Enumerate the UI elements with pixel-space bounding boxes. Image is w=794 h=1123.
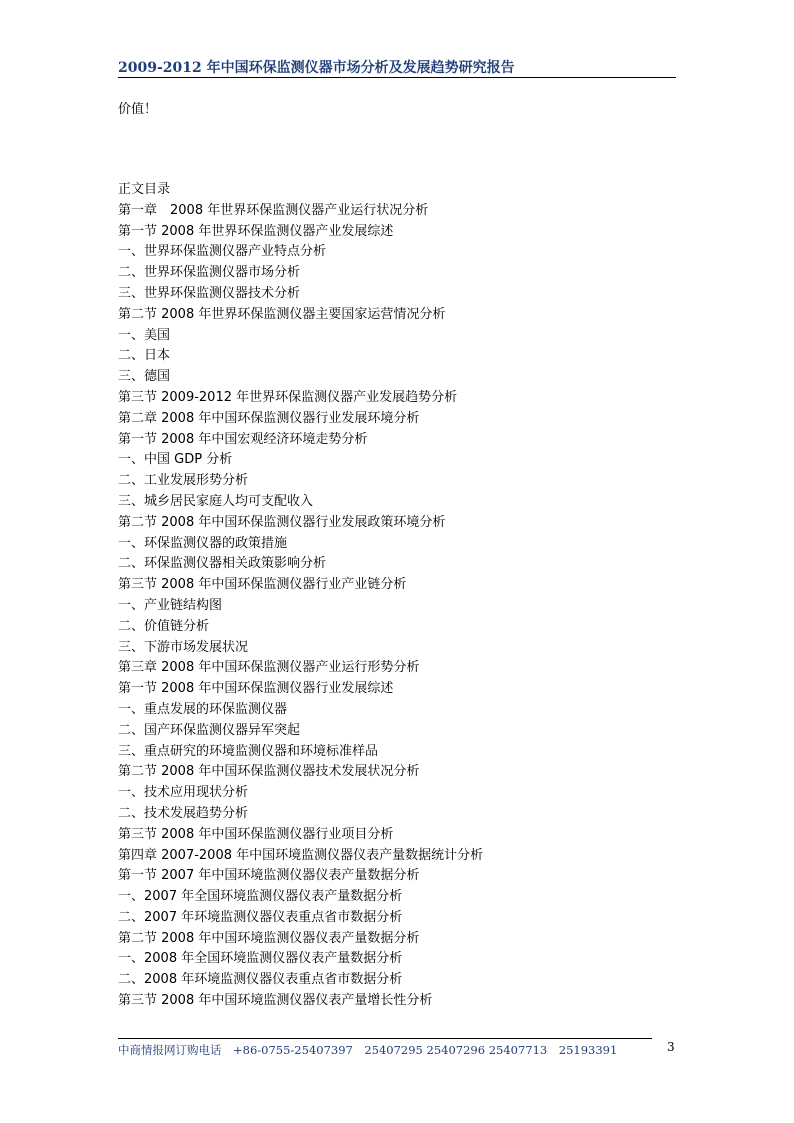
- toc-entry: 第二章 2008 年中国环保监测仪器行业发展环境分析: [118, 410, 420, 426]
- footer-divider: [118, 1038, 652, 1039]
- toc-entry: 一、环保监测仪器的政策措施: [118, 535, 288, 551]
- toc-entry: 第二节 2008 年中国环保监测仪器技术发展状况分析: [118, 764, 420, 780]
- toc-entry: 一、产业链结构图: [118, 597, 223, 613]
- toc-entry: 第一节 2007 年中国环境监测仪器仪表产量数据分析: [118, 868, 420, 884]
- toc-entry: 第二节 2008 年中国环保监测仪器行业发展政策环境分析: [118, 514, 446, 530]
- toc-entry: 第三节 2008 年中国环保监测仪器行业项目分析: [118, 826, 394, 842]
- toc-entry: 第一节 2008 年中国环保监测仪器行业发展综述: [118, 681, 394, 697]
- toc-entry: 第一节 2008 年中国宏观经济环境走势分析: [118, 431, 368, 447]
- toc-entry: 二、世界环保监测仪器市场分析: [118, 265, 301, 281]
- report-title: 2009-2012 年中国环保监测仪器市场分析及发展趋势研究报告: [118, 60, 515, 76]
- header-divider: [118, 77, 676, 78]
- toc-entry: 二、技术发展趋势分析: [118, 805, 249, 821]
- toc-entry: 三、重点研究的环境监测仪器和环境标准样品: [118, 743, 379, 759]
- toc-entry: 一、世界环保监测仪器产业特点分析: [118, 244, 327, 260]
- toc-entry: 第三节 2009-2012 年世界环保监测仪器产业发展趋势分析: [118, 389, 458, 405]
- table-of-contents: [118, 180, 483, 1012]
- toc-entry: 三、城乡居民家庭人均可支配收入: [118, 493, 314, 509]
- page-number: 3: [667, 1040, 675, 1054]
- toc-entry: 第一节 2008 年世界环保监测仪器产业发展综述: [118, 223, 394, 239]
- toc-entry: 二、2007 年环境监测仪器仪表重点省市数据分析: [118, 909, 403, 925]
- toc-entry: 三、下游市场发展状况: [118, 639, 249, 655]
- toc-entry: 一、技术应用现状分析: [118, 785, 249, 801]
- toc-heading: 正文目录: [118, 182, 171, 197]
- toc-entry: 第四章 2007-2008 年中国环境监测仪器仪表产量数据统计分析: [118, 847, 484, 863]
- toc-entry: 三、世界环保监测仪器技术分析: [118, 285, 301, 301]
- toc-entry: 二、国产环保监测仪器异军突起: [118, 722, 301, 738]
- toc-entry: 二、日本: [118, 348, 171, 364]
- toc-entry: 二、工业发展形势分析: [118, 473, 249, 489]
- toc-entry: 一、中国 GDP 分析: [118, 452, 233, 468]
- toc-entry: 一、2008 年全国环境监测仪器仪表产量数据分析: [118, 951, 403, 967]
- toc-entry: 第二节 2008 年中国环境监测仪器仪表产量数据分析: [118, 930, 420, 946]
- toc-entry: 第三章 2008 年中国环保监测仪器产业运行形势分析: [118, 660, 420, 676]
- toc-entry: 二、价值链分析: [118, 618, 210, 634]
- toc-entry: 一、2007 年全国环境监测仪器仪表产量数据分析: [118, 889, 403, 905]
- toc-entry: 第三节 2008 年中国环境监测仪器仪表产量增长性分析: [118, 993, 433, 1009]
- toc-entry: 二、2008 年环境监测仪器仪表重点省市数据分析: [118, 972, 403, 988]
- lead-text: 价值！: [118, 102, 158, 117]
- toc-entry: 一、美国: [118, 327, 171, 343]
- toc-entry: 第一章 2008 年世界环保监测仪器产业运行状况分析: [118, 202, 429, 218]
- footer-contact: 中商情报网订购电话 +86-0755-25407397 25407295 25407296 25407713 25193391: [118, 1043, 618, 1057]
- toc-entry: 三、德国: [118, 369, 171, 385]
- toc-entry: 一、重点发展的环保监测仪器: [118, 701, 288, 717]
- toc-entry: 第二节 2008 年世界环保监测仪器主要国家运营情况分析: [118, 306, 446, 322]
- toc-entry: 二、环保监测仪器相关政策影响分析: [118, 556, 327, 572]
- toc-entry: 第三节 2008 年中国环保监测仪器行业产业链分析: [118, 577, 407, 593]
